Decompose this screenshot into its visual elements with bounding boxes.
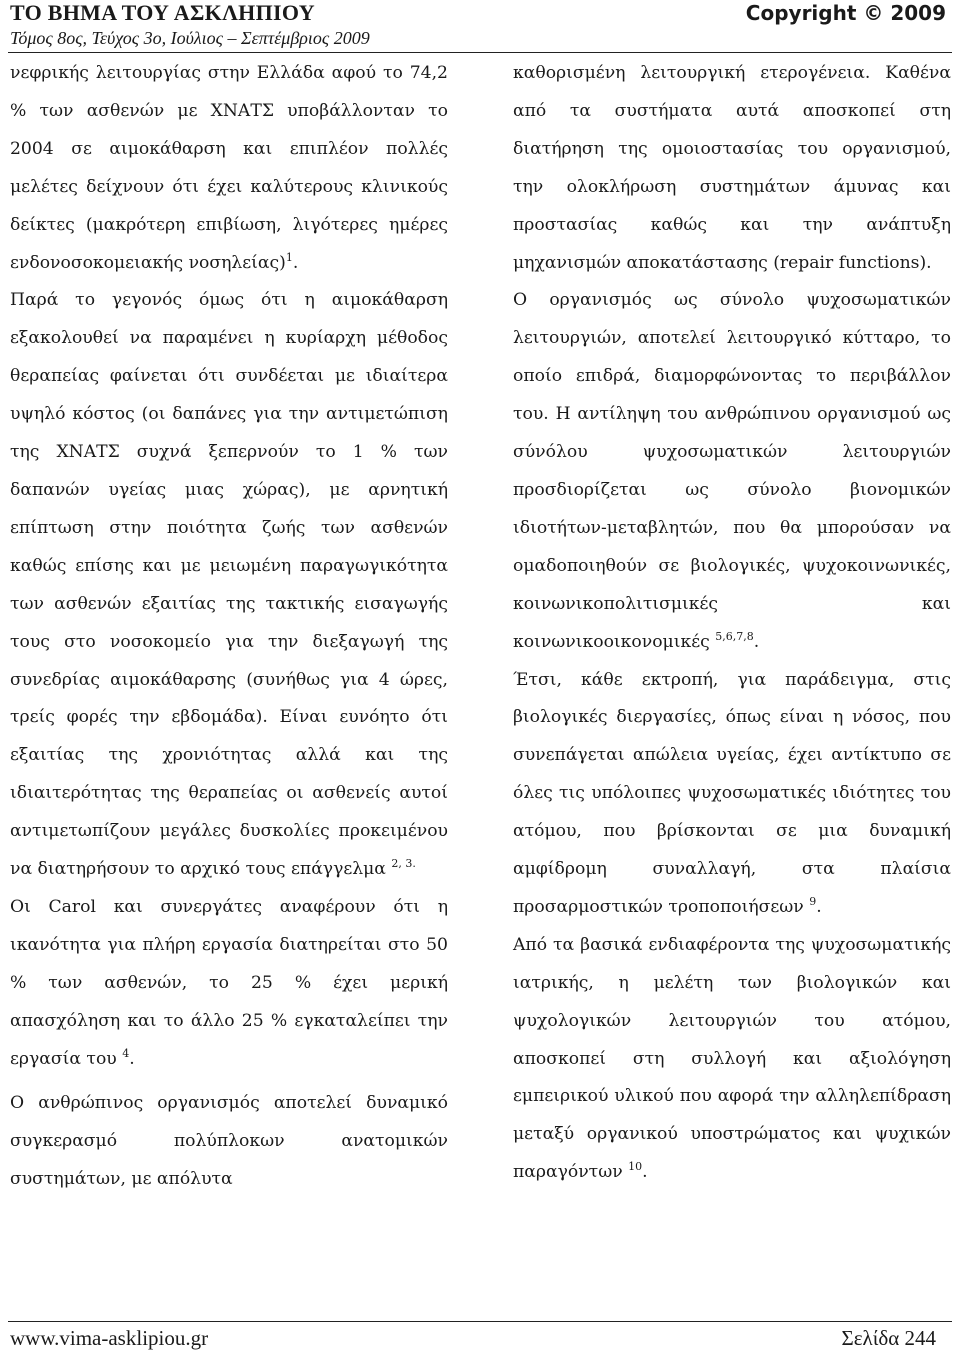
- citation-ref: 5,6,7,8: [715, 629, 754, 643]
- journal-title: ΤΟ ΒΗΜΑ ΤΟΥ ΑΣΚΛΗΠΙΟΥ: [10, 0, 315, 25]
- paragraph-text: Οι Carol και συνεργάτες αναφέρουν ότι η ικανότητα για πλήρη εργασία διατηρείται στο 50 % των ασθενών, το 25 % έχει μερική απασχόληση και το άλλο 25 % εγκαταλείπει την εργασία του: [10, 896, 448, 1069]
- citation-ref: 10: [628, 1160, 643, 1174]
- issue-info: Τόμος 8ος, Τεύχος 3ο, Ιούλιος – Σεπτέμβριος 2009: [10, 28, 370, 48]
- citation-ref: 9: [809, 894, 817, 908]
- paragraph: [10, 282, 448, 889]
- paragraph: [10, 55, 448, 282]
- paragraph-text: Από τα βασικά ενδιαφέροντα της ψυχοσωματικής ιατρικής, η μελέτη των βιολογικών και ψυχολογικών λειτουργιών του ατόμου, αποσκοπεί στη συλλογή και αξιολόγηση εμπειρικού υλικού που αφορά την αλληλεπίδραση μεταξύ οργανικού υποστρώματος και ψυχικών παραγόντων: [513, 934, 951, 1183]
- paragraph-text: Έτσι, κάθε εκτροπή, για παράδειγμα, στις βιολογικές διεργασίες, όπως είναι η νόσος, που συνεπάγεται απώλεια υγείας, έχει αντίκτυπο σε όλες τις υπόλοιπες ψυχοσωματικές ιδιότητες του ατόμου, που βρίσκονται σε μια δυναμική αμφίδρομη συναλλαγή, στα πλαίσια προσαρμοστικών τροποποιήσεων: [513, 669, 951, 917]
- paragraph: [10, 1085, 448, 1199]
- paragraph-text: Ο οργανισμός ως σύνολο ψυχοσωματικών λειτουργιών, αποτελεί λειτουργικό κύτταρο, το οποίο επιδρά, διαμορφώνοντας το περιβάλλον του. Η αντίληψη του ανθρώπινου οργανισμού ως σύνόλου ψυχοσωματικών λειτουργιών προσδιορίζεται ως σύνολο βιονομικών ιδιοτήτων-μεταβλητών, που θα μπορούσαν να ομαδοποιηθούν σε βιολογικές, ψυχοκοινωνικές, κοινωνικοπολιτισμικές και κοινωνικοοικονομικές: [513, 290, 951, 652]
- page-number: Σελίδα 244: [841, 1326, 936, 1350]
- paragraph: [10, 889, 448, 1079]
- paragraph-end: .: [129, 1048, 135, 1069]
- copyright-notice: Copyright © 2009: [745, 1, 946, 25]
- paragraph: [513, 662, 951, 927]
- citation-ref: 2, 3.: [391, 857, 416, 871]
- paragraph-end: .: [816, 896, 822, 917]
- right-text-column: [513, 55, 951, 1192]
- footer-divider: [8, 1321, 952, 1322]
- paragraph-end: .: [753, 631, 760, 652]
- citation-ref: 4: [122, 1046, 130, 1060]
- left-text-column: [10, 55, 448, 1199]
- paragraph-text: νεφρικής λειτουργίας στην Ελλάδα αφού το 74,2 % των ασθενών με ΧΝΑΤΣ υποβάλλονταν το 2004 σε αιμοκάθαρση και επιπλέον πολλές μελέτες δείχνουν ότι έχει καλύτερους κλινικούς δείκτες (μακρότερη επιβίωση, λιγότερες ημέρες ενδονοσοκομειακής νοσηλείας): [10, 63, 448, 273]
- paragraph: [513, 927, 951, 1192]
- paragraph-text: καθορισμένη λειτουργική ετερογένεια. Καθένα από τα συστήματα αυτά αποσκοπεί στη διατήρηση της ομοιοστασίας του οργανισμού, την ολοκλήρωση συστημάτων άμυνας και προστασίας καθώς και την ανάπτυξη μηχανισμών αποκατάστασης (repair functions).: [513, 63, 951, 273]
- paragraph: [513, 55, 951, 282]
- paragraph-end: .: [642, 1162, 648, 1183]
- paragraph-text: Παρά το γεγονός όμως ότι η αιμοκάθαρση εξακολουθεί να παραμένει η κυρίαρχη μέθοδος θεραπείας φαίνεται ότι συνδέεται με ιδιαίτερα υψηλό κόστος (οι δαπάνες για την αντιμετώπιση της ΧΝΑΤΣ συχνά ξεπερνούν το 1 % των δαπανών υγείας μιας χώρας), με αρνητική επίπτωση στην ποιότητα ζωής των ασθενών καθώς επίσης και με μειωμένη παραγωγικότητα των ασθενών εξαιτίας της τακτικής εισαγωγής τους στο νοσοκομείο για την διεξαγωγή της συνεδρίας αιμοκάθαρσης (συνήθως για 4 ώρες, τρείς φορές την εβδομάδα). Είναι ευνόητο ότι εξαιτίας της χρονιότητας αλλά και της ιδιαιτερότητας της θεραπείας οι ασθενείς αυτοί αντιμετωπίζουν μεγάλες δυσκολίες προκειμένου να διατηρήσουν το αρχικό τους επάγγελμα: [10, 290, 448, 880]
- paragraph: [513, 282, 951, 661]
- paragraph-end: .: [292, 252, 299, 273]
- paragraph-text: Ο ανθρώπινος οργανισμός αποτελεί δυναμικό συγκερασμό πολύπλοκων ανατομικών συστημάτων, με απόλυτα: [10, 1093, 448, 1190]
- citation-ref: 1: [285, 250, 293, 264]
- header-divider: [8, 52, 952, 53]
- website-link[interactable]: www.vima-asklipiou.gr: [10, 1326, 209, 1350]
